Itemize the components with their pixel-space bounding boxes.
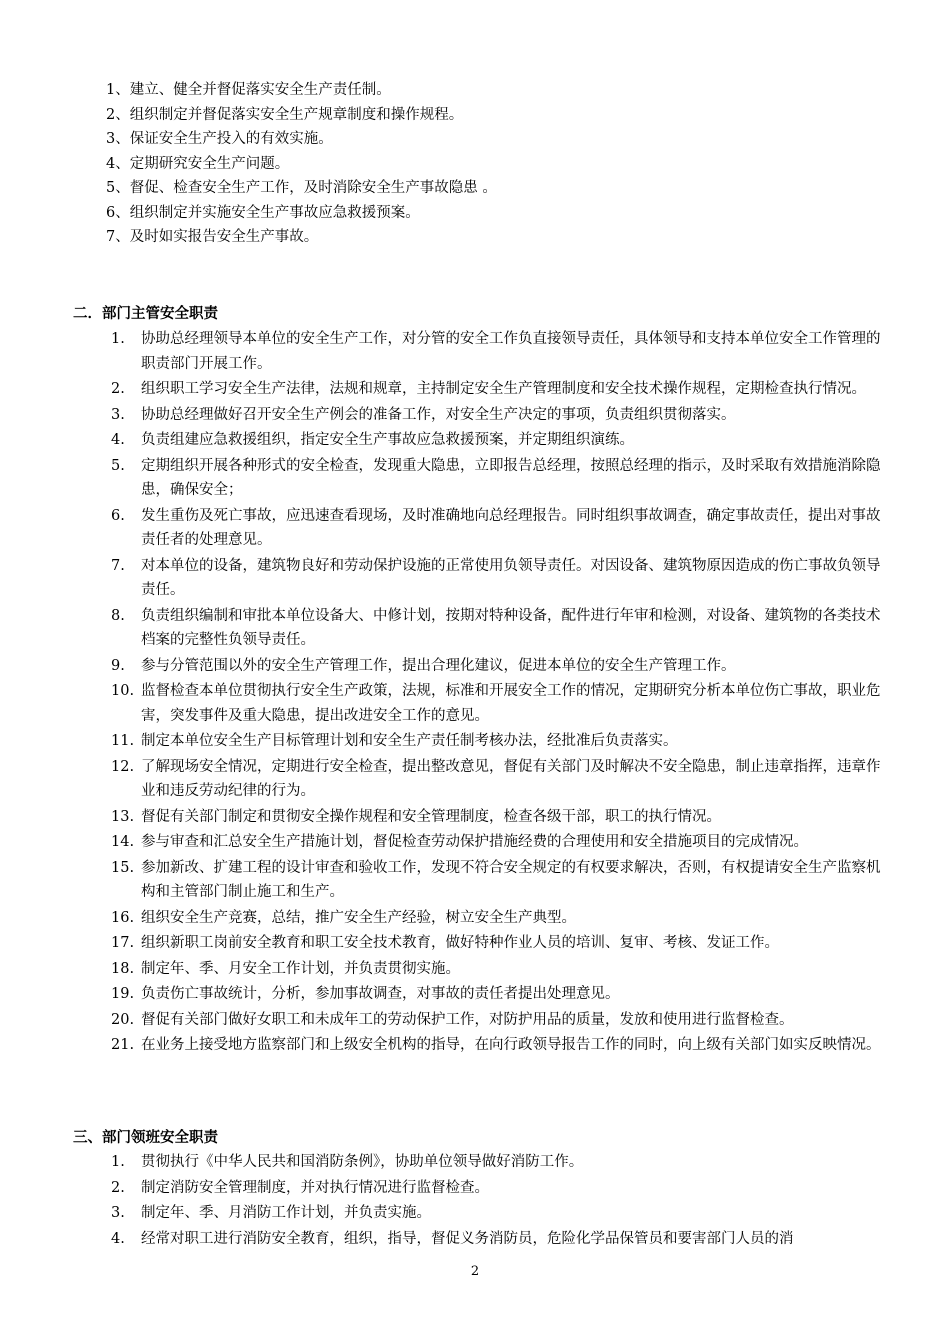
- list-item: [106, 1176, 886, 1201]
- item-text: 定期组织开展各种形式的安全检查，发现重大隐患，立即报告总经理，按照总经理的指示，及时采取有效措施消除隐患，确保安全；: [141, 457, 881, 498]
- item-text: 负责组织编制和审批本单位设备大、中修计划，按期对特种设备，配件进行年审和检测，对设备、建筑物的各类技术档案的完整性负领导责任。: [141, 607, 881, 648]
- item-text: 制定年、季、月消防工作计划，并负责实施。: [141, 1205, 431, 1221]
- item-number: 7.: [111, 557, 125, 574]
- item-number: 1.: [111, 1154, 125, 1170]
- item-number: 3.: [111, 1205, 125, 1221]
- supervisor-duty-list: [106, 1150, 886, 1252]
- item-number: 14.: [111, 834, 135, 850]
- list-item: [106, 729, 886, 754]
- top-duty-list: [106, 78, 886, 250]
- item-text: 在业务上接受地方监察部门和上级安全机构的指导，在向行政领导报告工作的同时，向上级有关部门如实反映情况。: [141, 1037, 881, 1053]
- list-item: [106, 1150, 886, 1175]
- item-text: 贯彻执行《中华人民共和国消防条例》，协助单位领导做好消防工作。: [141, 1154, 584, 1170]
- list-item: [106, 1201, 886, 1226]
- page-number: 2: [470, 1264, 480, 1279]
- item-text: 监督检查本单位贯彻执行安全生产政策，法规，标准和开展安全工作的情况，定期研究分析本单位伤亡事故，职业危害，突发事件及重大隐患，提出改进安全工作的意见。: [141, 683, 881, 724]
- list-item: [106, 679, 886, 728]
- item-number: 8.: [111, 607, 125, 624]
- list-item: [106, 931, 886, 956]
- item-text: 协助总经理领导本单位的安全生产工作，对分管的安全工作负直接领导责任，具体领导和支持本单位安全工作管理的职责部门开展工作。: [141, 331, 881, 372]
- item-number: 4.: [111, 1230, 125, 1247]
- item-text: 组织职工学习安全生产法律，法规和规章，主持制定安全生产管理制度和安全技术操作规程，定期检查执行情况。: [141, 381, 866, 397]
- item-number: 2.: [111, 1179, 125, 1196]
- item-text: 参与分管范围以外的安全生产管理工作，提出合理化建议，促进本单位的安全生产管理工作。: [141, 657, 736, 674]
- item-number: 15.: [111, 859, 135, 876]
- item-text: 组织新职工岗前安全教育和职工安全技术教育，做好特种作业人员的培训、复审、考核、发证工作。: [141, 935, 779, 951]
- manager-duty-list: [106, 327, 886, 1059]
- item-number: 9.: [111, 657, 125, 674]
- list-item: [106, 327, 886, 376]
- item-text: 参加新改、扩建工程的设计审查和验收工作，发现不符合安全规定的有权要求解决，否则，有权提请安全生产监察机构和主管部门制止施工和生产。: [141, 859, 881, 900]
- list-item: [106, 1033, 886, 1058]
- list-item: 4、定期研究安全生产问题。: [106, 155, 290, 172]
- list-item: [106, 805, 886, 830]
- item-text: 督促有关部门做好女职工和未成年工的劳动保护工作，对防护用品的质量，发放和使用进行监督检查。: [141, 1011, 794, 1028]
- item-text: 负责组建应急救援组织，指定安全生产事故应急救援预案，并定期组织演练。: [141, 432, 634, 448]
- list-item: 1、建立、健全并督促落实安全生产责任制。: [106, 82, 391, 98]
- item-text: 经常对职工进行消防安全教育，组织，指导，督促义务消防员，危险化学品保管员和要害部门人员的消: [141, 1230, 794, 1247]
- item-number: 6.: [111, 507, 125, 524]
- list-item: 7、及时如实报告安全生产事故。: [106, 229, 319, 245]
- item-number: 16.: [111, 909, 135, 926]
- list-item: 6、组织制定并实施安全生产事故应急救援预案。: [106, 204, 420, 221]
- item-number: 5.: [111, 457, 125, 474]
- item-text: 发生重伤及死亡事故，应迅速查看现场，及时准确地向总经理报告。同时组织事故调查，确定事故责任，提出对事故责任者的处理意见。: [141, 507, 881, 548]
- item-text: 组织安全生产竞赛，总结，推广安全生产经验，树立安全生产典型。: [141, 909, 576, 926]
- list-item: [106, 403, 886, 428]
- list-item: [106, 504, 886, 553]
- list-item: [106, 957, 886, 982]
- item-number: 21.: [111, 1037, 135, 1053]
- list-item: [106, 1008, 886, 1033]
- list-item: [106, 604, 886, 653]
- item-number: 20.: [111, 1011, 135, 1028]
- list-item: [106, 755, 886, 804]
- section-heading-supervisor: 三、部门领班安全职责: [73, 1129, 218, 1146]
- item-text: 督促有关部门制定和贯彻安全操作规程和安全管理制度，检查各级干部，职工的执行情况。: [141, 808, 721, 825]
- item-text: 了解现场安全情况，定期进行安全检查，提出整改意见，督促有关部门及时解决不安全隐患，制止违章指挥，违章作业和违反劳动纪律的行为。: [141, 758, 881, 799]
- item-number: 19.: [111, 986, 135, 1002]
- list-item: [106, 454, 886, 503]
- item-number: 3.: [111, 406, 125, 423]
- section-heading-manager: 二．部门主管安全职责: [73, 305, 218, 322]
- item-number: 17.: [111, 935, 135, 951]
- list-item: [106, 377, 886, 402]
- list-item: [106, 1227, 886, 1252]
- list-item: [106, 906, 886, 931]
- list-item: [106, 830, 886, 855]
- item-number: 12.: [111, 758, 135, 775]
- list-item: 3、保证安全生产投入的有效实施。: [106, 131, 333, 147]
- item-number: 10.: [111, 683, 135, 699]
- item-text: 负责伤亡事故统计，分析，参加事故调查，对事故的责任者提出处理意见。: [141, 986, 620, 1002]
- list-item: [106, 982, 886, 1007]
- item-number: 18.: [111, 960, 135, 977]
- item-number: 4.: [111, 432, 125, 448]
- item-text: 对本单位的设备，建筑物良好和劳动保护设施的正常使用负领导责任。对因设备、建筑物原因造成的伤亡事故负领导责任。: [141, 557, 881, 598]
- item-text: 制定年、季、月安全工作计划，并负责贯彻实施。: [141, 960, 460, 977]
- item-text: 参与审查和汇总安全生产措施计划，督促检查劳动保护措施经费的合理使用和安全措施项目的完成情况。: [141, 834, 808, 850]
- item-text: 制定消防安全管理制度，并对执行情况进行监督检查。: [141, 1179, 489, 1196]
- list-item: 5、督促、检查安全生产工作，及时消除安全生产事故隐患 。: [106, 180, 497, 196]
- item-text: 制定本单位安全生产目标管理计划和安全生产责任制考核办法，经批准后负责落实。: [141, 733, 678, 749]
- item-number: 13.: [111, 808, 135, 825]
- item-number: 2.: [111, 381, 125, 397]
- list-item: 2、组织制定并督促落实安全生产规章制度和操作规程。: [106, 106, 464, 123]
- list-item: [106, 654, 886, 679]
- item-text: 协助总经理做好召开安全生产例会的准备工作，对安全生产决定的事项，负责组织贯彻落实。: [141, 406, 736, 423]
- item-number: 1.: [111, 331, 125, 347]
- list-item: [106, 428, 886, 453]
- list-item: [106, 554, 886, 603]
- list-item: [106, 856, 886, 905]
- item-number: 11.: [111, 733, 135, 749]
